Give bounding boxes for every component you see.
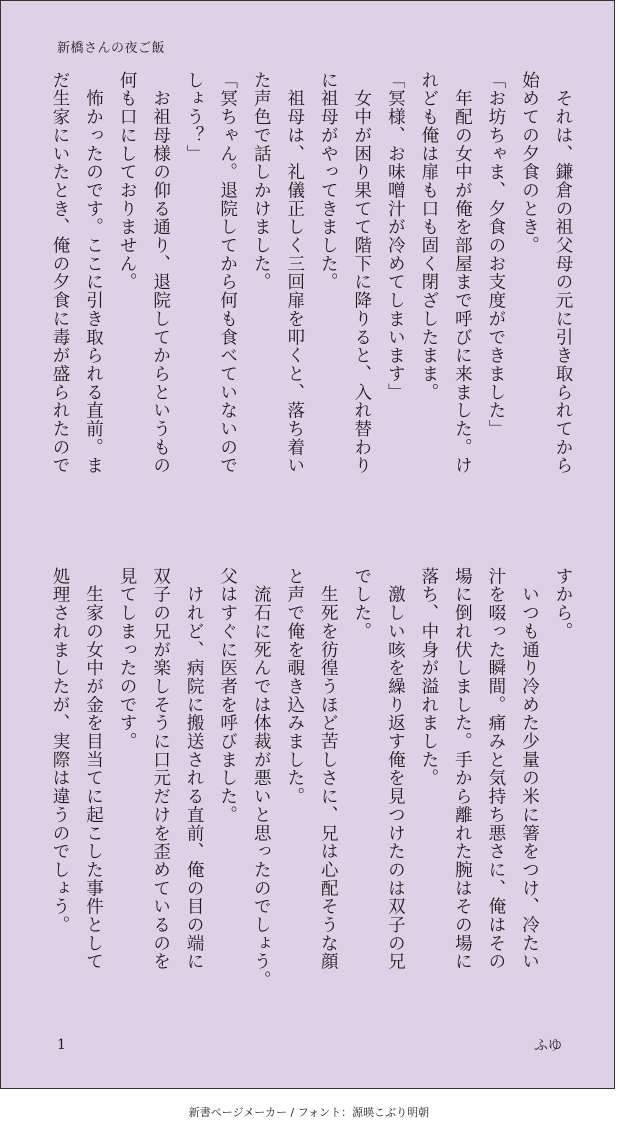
text-line: れども俺は扉も口も固く閉ざしたまま。: [418, 71, 439, 402]
text-line: 年配の女中が俺を部屋まで呼びに来ました。け: [452, 71, 473, 475]
text-line: 双子の兄が楽しそうに口元だけを歪めているのを: [150, 567, 171, 971]
text-line: 激しい咳を繰り返す俺を見つけたのは双子の兄: [385, 567, 406, 971]
text-line: た声色で話しかけました。: [251, 71, 272, 292]
generator-credit: 新書ページメーカー / フォント：源暎こぶり明朝: [188, 1106, 430, 1119]
text-line: 見てしまったのです。: [117, 567, 138, 751]
text-line: お祖母様の仰る通り、退院してからというもの: [150, 71, 171, 475]
text-line: 怖かったのです。ここに引き取られる直前。ま: [83, 71, 104, 475]
author-name: ふゆ: [534, 1038, 562, 1054]
text-line: に祖母がやってきました。: [318, 71, 339, 292]
text-block-top: [49, 71, 573, 521]
text-line: すから。: [552, 567, 573, 641]
text-block-bottom: [49, 567, 573, 1017]
text-line: 場に倒れ伏しました。手から離れた腕はその場に: [452, 567, 473, 971]
text-line: 始めての夕食のとき。: [519, 71, 540, 255]
text-line: けれど、病院に搬送される直前、俺の目の端に: [184, 567, 205, 971]
text-line: だ生家にいたとき、俺の夕食に毒が盛られたので: [50, 71, 70, 475]
text-line: 生家の女中が金を目当てに起こした事件として: [83, 567, 104, 971]
text-line: しょう？」: [184, 71, 205, 163]
text-line: 祖母は、礼儀正しく三回扉を叩くと、落ち着い: [284, 71, 305, 475]
story-title: 新橋さんの夜ご飯: [57, 41, 166, 56]
text-line: 何も口にしておりません。: [117, 71, 138, 292]
page-number: 1: [57, 1037, 66, 1053]
text-line: でした。: [351, 567, 372, 641]
text-line: と声で俺を覗き込みました。: [284, 567, 305, 806]
text-line: 「お坊ちゃま、夕食のお支度ができました」: [485, 71, 506, 438]
text-line: それは、鎌倉の祖父母の元に引き取られてから: [552, 71, 573, 475]
text-line: 落ち、中身が溢れました。: [418, 567, 439, 788]
text-line: 「冥様、お味噌汁が冷めてしまいます」: [385, 71, 406, 402]
text-line: 父はすぐに医者を呼びました。: [217, 567, 238, 824]
text-line: 女中が困り果てて階下に降りると、入れ替わり: [351, 71, 372, 475]
text-line: 流石に死んでは体裁が悪いと思ったのでしょう。: [251, 567, 272, 990]
text-line: いつも通り冷めた少量の米に箸をつけ、冷たい: [519, 567, 540, 971]
text-line: 汁を啜った瞬間。痛みと気持ち悪さに、俺はその: [485, 567, 506, 971]
text-line: 生死を彷徨うほど苦しさに、兄は心配そうな顔: [318, 567, 339, 971]
text-line: 処理されましたが、実際は違うのでしょう。: [50, 567, 70, 934]
text-line: 「冥ちゃん。退院してから何も食べていないので: [217, 71, 238, 475]
